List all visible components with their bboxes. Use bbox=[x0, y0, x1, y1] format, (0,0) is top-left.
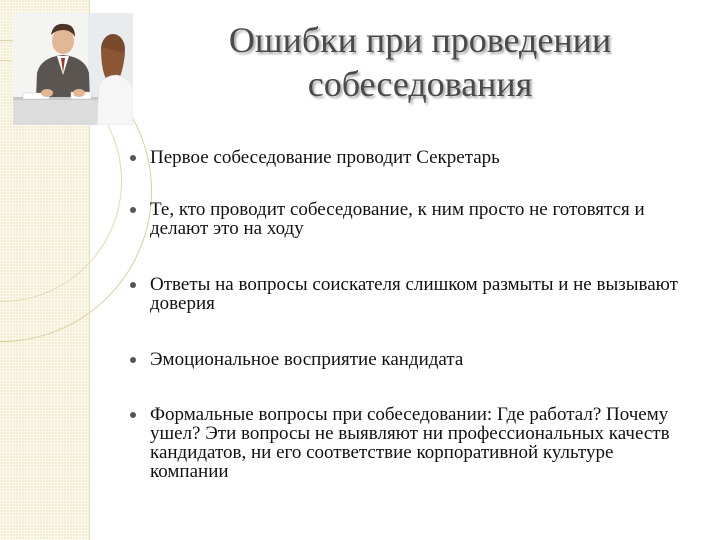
bullet-dot-icon bbox=[130, 412, 136, 418]
list-item bbox=[128, 275, 688, 313]
list-item bbox=[128, 405, 688, 481]
bullet-dot-icon bbox=[130, 155, 136, 161]
list-item-text: Формальные вопросы при собеседовании: Где работал? Почему ушел? Эти вопросы не выявляют ни профессиональных качеств кандидатов, ни его соответствие корпоративной культуре компании bbox=[150, 404, 670, 482]
list-item bbox=[128, 350, 688, 369]
slide-title-line-2: собеседования bbox=[307, 64, 533, 104]
list-item bbox=[128, 148, 688, 167]
bullet-dot-icon bbox=[130, 282, 136, 288]
list-item bbox=[128, 200, 688, 238]
slide-title-line-1: Ошибки при проведении bbox=[228, 20, 612, 60]
interview-illustration bbox=[13, 13, 133, 125]
bullet-dot-icon bbox=[130, 357, 136, 363]
list-item-text: Эмоциональное восприятие кандидата bbox=[150, 349, 464, 370]
list-item-text: Первое собеседование проводит Секретарь bbox=[150, 147, 500, 168]
list-item-text: Ответы на вопросы соискателя слишком размыты и не вызывают доверия bbox=[150, 274, 678, 314]
list-item-text: Те, кто проводит собеседование, к ним просто не готовятся и делают это на ходу bbox=[150, 199, 645, 239]
interview-photo-icon bbox=[13, 13, 133, 125]
bullet-dot-icon bbox=[130, 207, 136, 213]
slide-title bbox=[140, 18, 700, 106]
